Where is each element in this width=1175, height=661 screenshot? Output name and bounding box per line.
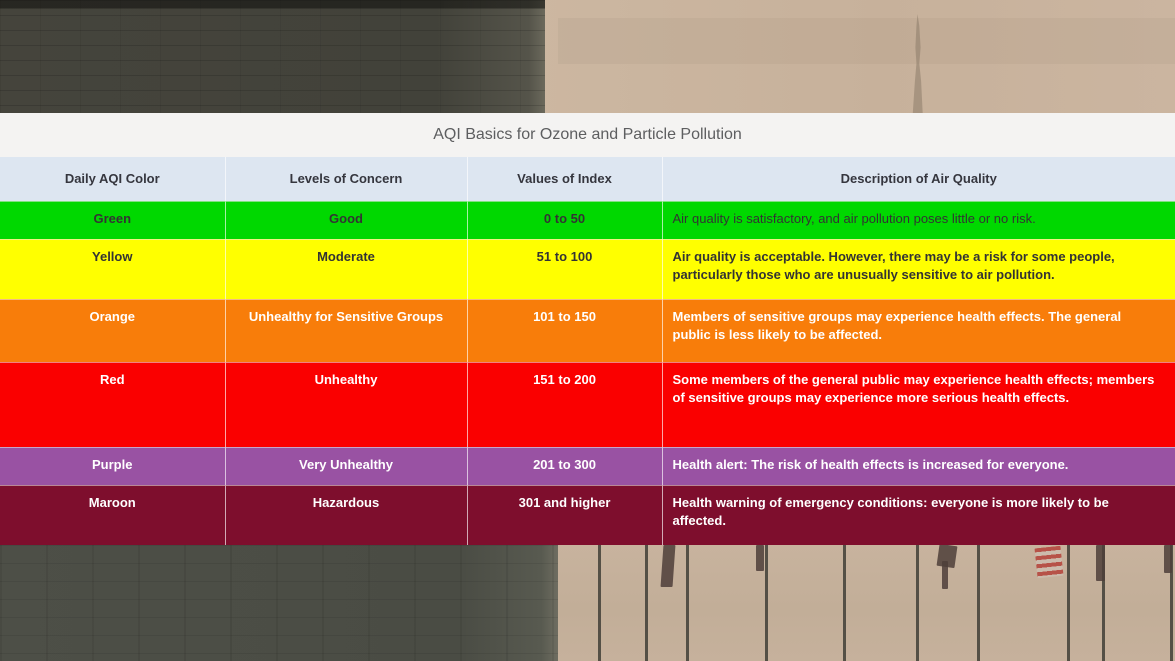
us-flag [1035,546,1064,579]
description-cell: Health warning of emergency conditions: everyone is more likely to be affected. [662,485,1175,547]
aqi-table-header-row [0,157,1175,201]
monument-wall [0,0,545,113]
column-header-daily-aqi-color: Daily AQI Color [64,171,160,187]
monument-wall [0,545,558,661]
aqi-color-cell: Green [0,201,225,239]
background-photo-bottom [0,545,1175,661]
flagpole [916,545,919,661]
concern-cell: Unhealthy [225,362,467,447]
aqi-row-purple [0,447,1175,485]
concern-cell: Moderate [225,239,467,299]
concern-cell: Hazardous [225,485,467,547]
aqi-row-red [0,362,1175,447]
flagpole [843,545,846,661]
aqi-color-cell: Maroon [0,485,225,547]
index-values-cell: 151 to 200 [467,362,662,447]
aqi-table [0,157,1175,547]
aqi-row-maroon [0,485,1175,547]
column-header-values-of-index: Values of Index [467,157,662,201]
drooping-flag [942,561,948,589]
page-title: AQI Basics for Ozone and Particle Pollution [0,113,1175,157]
description-cell: Health alert: The risk of health effects is increased for everyone. [662,447,1175,485]
flagpole [598,545,601,661]
drooping-flag [1096,545,1105,581]
flagpole [977,545,980,661]
aqi-panel [0,113,1175,547]
background-photo-top [0,0,1175,113]
aqi-row-green [0,201,1175,239]
column-header-levels-of-concern: Levels of Concern [225,157,467,201]
aqi-color-cell: Yellow [0,239,225,299]
drooping-flag [756,545,764,571]
index-values-cell: 0 to 50 [467,201,662,239]
aqi-color-cell: Red [0,362,225,447]
description-cell: Members of sensitive groups may experience health effects. The general public is less likely to be affected. [662,299,1175,362]
flagpole [765,545,768,661]
index-values-cell: 301 and higher [467,485,662,547]
aqi-color-cell: Purple [0,447,225,485]
drooping-flag [1164,545,1172,573]
description-cell: Some members of the general public may experience health effects; members of sensitive groups may experience more serious health effects. [662,362,1175,447]
concern-cell: Very Unhealthy [225,447,467,485]
description-cell: Air quality is acceptable. However, there may be a risk for some people, particularly those who are unusually sensitive to air pollution. [662,239,1175,299]
description-cell: Air quality is satisfactory, and air pollution poses little or no risk. [662,201,1175,239]
concern-cell: Good [225,201,467,239]
index-values-cell: 101 to 150 [467,299,662,362]
aqi-row-yellow [0,239,1175,299]
concern-cell: Unhealthy for Sensitive Groups [225,299,467,362]
index-values-cell: 201 to 300 [467,447,662,485]
aqi-row-orange [0,299,1175,362]
aqi-color-cell: Orange [0,299,225,362]
flagpole [645,545,648,661]
flagpole [686,545,689,661]
flagpole [1067,545,1070,661]
column-header-description: Description of Air Quality [662,157,1175,201]
index-values-cell: 51 to 100 [467,239,662,299]
haze-band [558,18,1175,64]
